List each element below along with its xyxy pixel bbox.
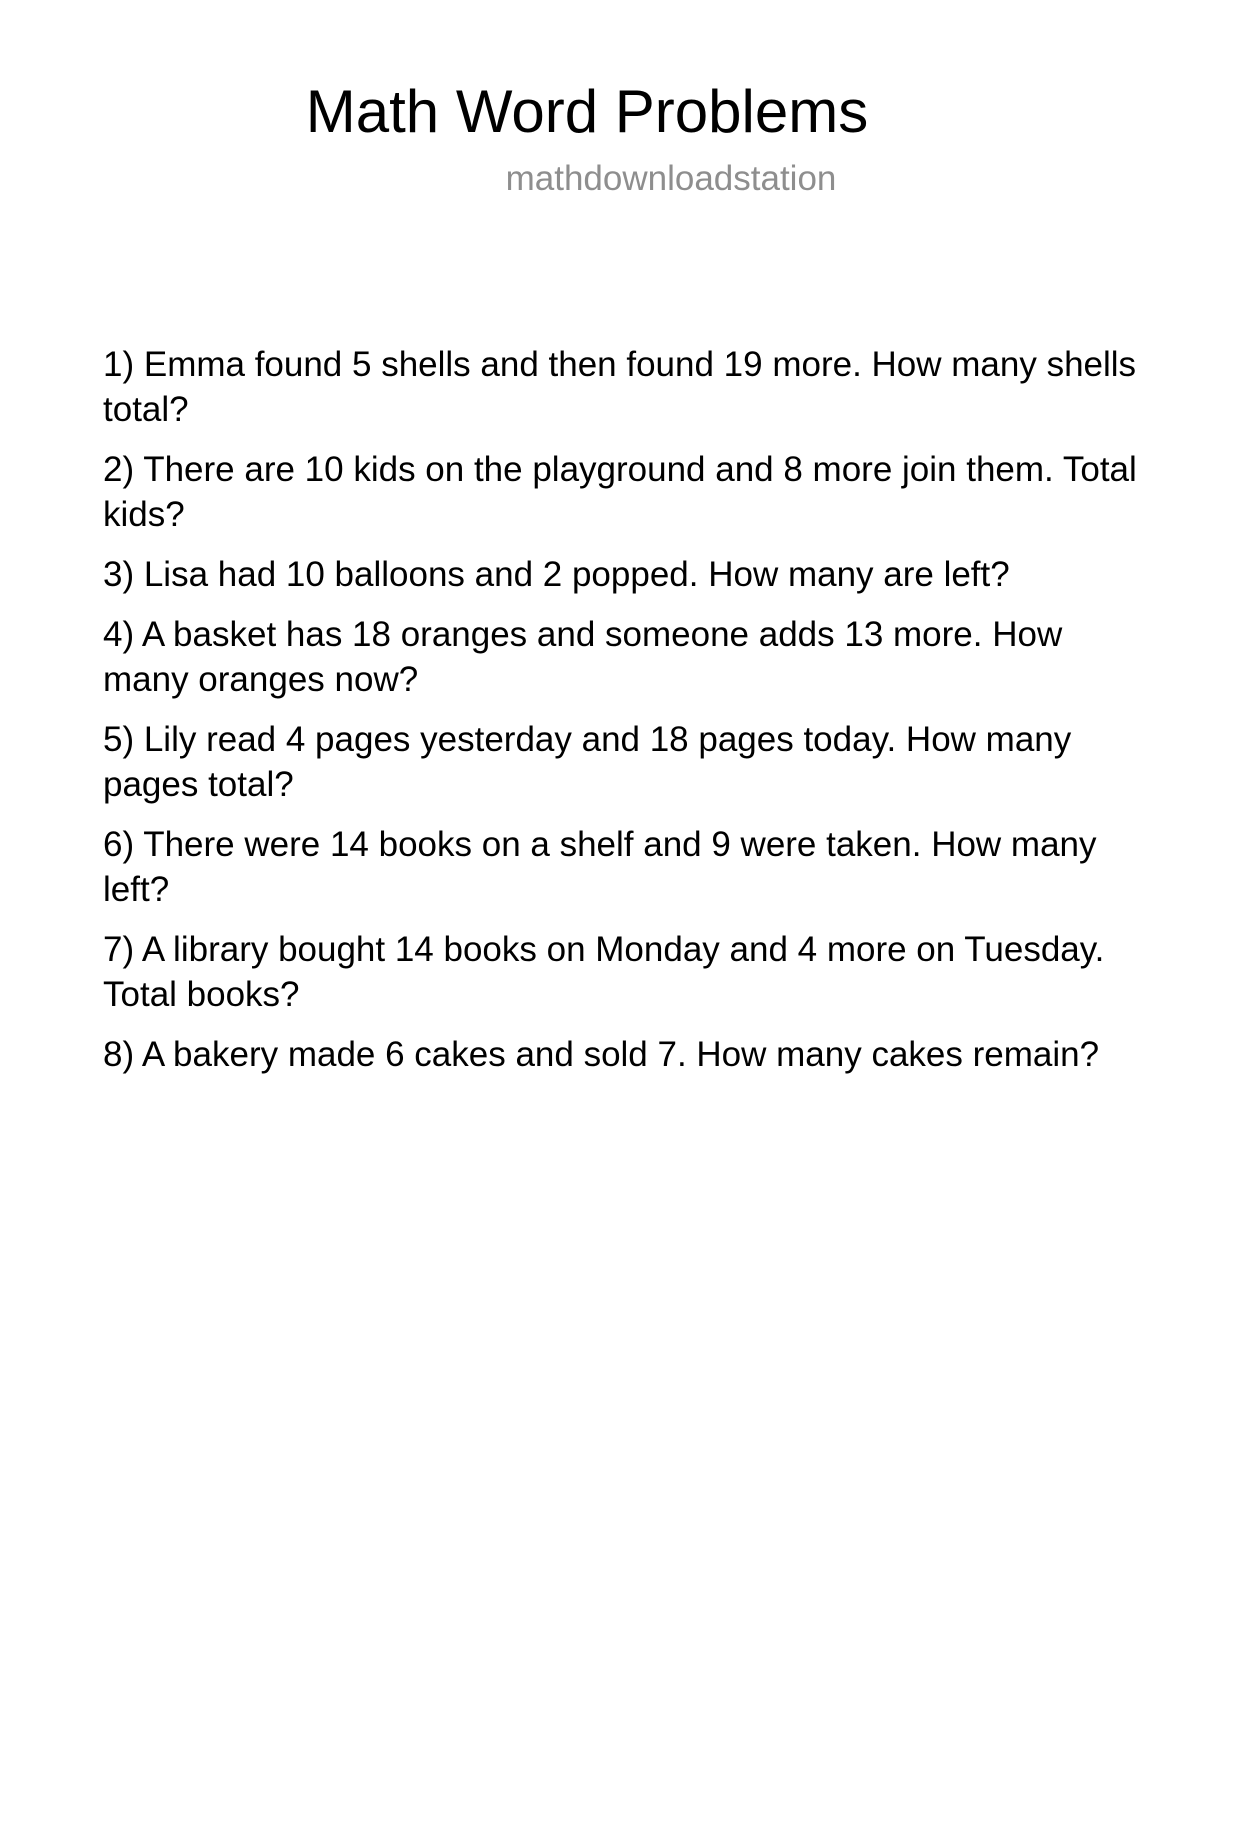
- problem-item-2: 2) There are 10 kids on the playground and 8 more join them. Total kids?: [103, 450, 1137, 534]
- problems-list: [103, 342, 1151, 1077]
- problem-item-3: 3) Lisa had 10 balloons and 2 popped. How many are left?: [103, 555, 1010, 594]
- problem-item-6: 6) There were 14 books on a shelf and 9 were taken. How many left?: [103, 825, 1097, 909]
- problem-item-1: 1) Emma found 5 shells and then found 19 more. How many shells total?: [103, 345, 1137, 429]
- problem-item-5: 5) Lily read 4 pages yesterday and 18 pages today. How many pages total?: [103, 720, 1072, 804]
- problem-item-7: 7) A library bought 14 books on Monday and 4 more on Tuesday. Total books?: [103, 930, 1105, 1014]
- site-watermark: mathdownloadstation: [505, 159, 837, 198]
- problem-item-4: 4) A basket has 18 oranges and someone adds 13 more. How many oranges now?: [103, 615, 1063, 699]
- problem-item-8: 8) A bakery made 6 cakes and sold 7. How many cakes remain?: [103, 1035, 1100, 1074]
- page-title: Math Word Problems: [305, 78, 869, 145]
- worksheet-page: [0, 76, 1240, 1830]
